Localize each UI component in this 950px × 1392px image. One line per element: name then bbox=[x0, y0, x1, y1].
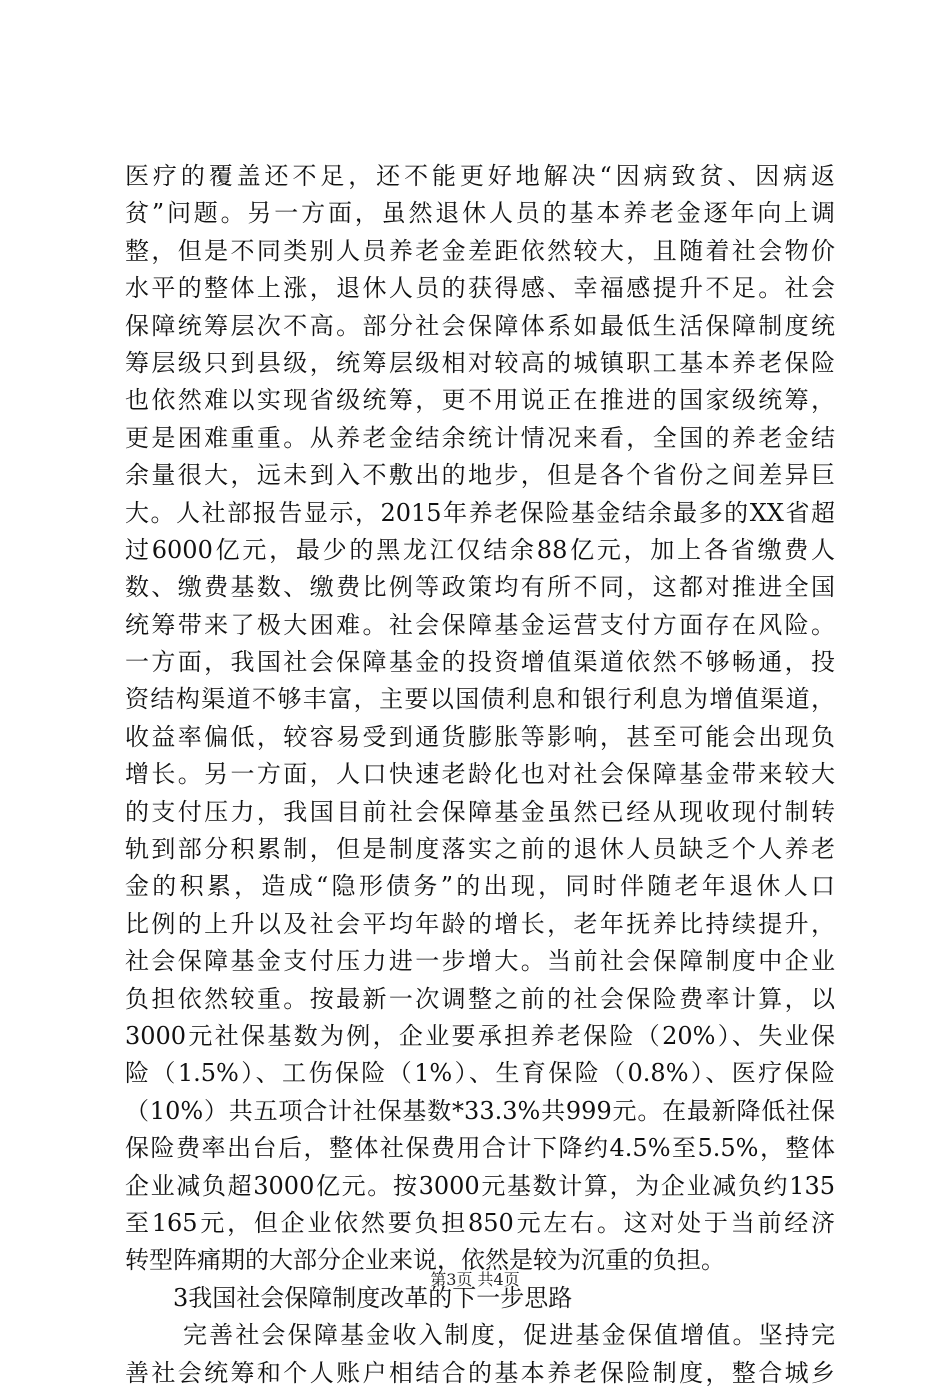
text-line: 也依然难以实现省级统筹，更不用说正在推进的国家级统筹， bbox=[125, 386, 835, 415]
text-line: 转型阵痛期的大部分企业来说，依然是较为沉重的负担。 bbox=[125, 1246, 725, 1275]
text-line: 企业减负超3000亿元。按3000元基数计算，为企业减负约135 bbox=[125, 1171, 835, 1200]
text-line: 收益率偏低，较容易受到通货膨胀等影响，甚至可能会出现负 bbox=[125, 722, 835, 751]
text-line: 金的积累，造成“隐形债务”的出现，同时伴随老年退休人口 bbox=[125, 872, 835, 901]
text-line: （10%）共五项合计社保基数*33.3%共999元。在最新降低社保 bbox=[125, 1096, 835, 1125]
text-line: 统筹带来了极大困难。社会保障基金运营支付方面存在风险。 bbox=[125, 610, 835, 639]
text-line: 保险费率出台后，整体社保费用合计下降约4.5%至5.5%，整体 bbox=[125, 1134, 835, 1163]
text-line: 社会保障基金支付压力进一步增大。当前社会保障制度中企业 bbox=[125, 947, 835, 976]
section-heading: 3我国社会保障制度改革的下一步思路 bbox=[173, 1283, 573, 1312]
text-line: 比例的上升以及社会平均年龄的增长，老年抚养比持续提升， bbox=[125, 909, 835, 938]
text-line: 水平的整体上涨，退休人员的获得感、幸福感提升不足。社会 bbox=[125, 274, 835, 303]
text-line: 负担依然较重。按最新一次调整之前的社会保险费率计算，以 bbox=[125, 984, 835, 1013]
body-text bbox=[125, 158, 835, 1392]
text-line: 余量很大，远未到入不敷出的地步，但是各个省份之间差异巨 bbox=[125, 461, 835, 490]
text-line: 医疗的覆盖还不足，还不能更好地解决“因病致贫、因病返 bbox=[125, 162, 835, 190]
text-line: 筹层级只到县级，统筹层级相对较高的城镇职工基本养老保险 bbox=[125, 348, 835, 377]
text-line: 完善社会保障基金收入制度，促进基金保值增值。坚持完 bbox=[183, 1321, 835, 1350]
text-line: 更是困难重重。从养老金结余统计情况来看，全国的养老金结 bbox=[125, 423, 835, 452]
text-line: 善社会统筹和个人账户相结合的基本养老保险制度，整合城乡 bbox=[125, 1358, 835, 1387]
page-number: 第3页 共4页 bbox=[430, 1270, 520, 1289]
text-line: 过6000亿元，最少的黑龙江仅结余88亿元，加上各省缴费人 bbox=[125, 535, 835, 564]
text-line: 数、缴费基数、缴费比例等政策均有所不同，这都对推进全国 bbox=[125, 573, 835, 602]
text-line: 轨到部分积累制，但是制度落实之前的退休人员缺乏个人养老 bbox=[125, 835, 835, 864]
text-line: 一方面，我国社会保障基金的投资增值渠道依然不够畅通，投 bbox=[125, 648, 835, 677]
text-line: 资结构渠道不够丰富，主要以国债利息和银行利息为增值渠道， bbox=[125, 685, 835, 714]
text-line: 的支付压力，我国目前社会保障基金虽然已经从现收现付制转 bbox=[125, 797, 835, 826]
text-line: 整，但是不同类别人员养老金差距依然较大，且随着社会物价 bbox=[125, 236, 835, 265]
text-line: 贫”问题。另一方面，虽然退休人员的基本养老金逐年向上调 bbox=[125, 199, 835, 228]
text-line: 大。人社部报告显示，2015年养老保险基金结余最多的XX省超 bbox=[125, 498, 835, 527]
text-line: 保障统筹层次不高。部分社会保障体系如最低生活保障制度统 bbox=[125, 311, 835, 340]
text-line: 3000元社保基数为例，企业要承担养老保险（20%）、失业保 bbox=[125, 1021, 835, 1050]
text-line: 增长。另一方面，人口快速老龄化也对社会保障基金带来较大 bbox=[125, 760, 835, 789]
text-line: 险（1.5%）、工伤保险（1%）、生育保险（0.8%）、医疗保险 bbox=[125, 1059, 835, 1088]
text-line: 至165元，但企业依然要负担850元左右。这对处于当前经济 bbox=[125, 1208, 835, 1237]
